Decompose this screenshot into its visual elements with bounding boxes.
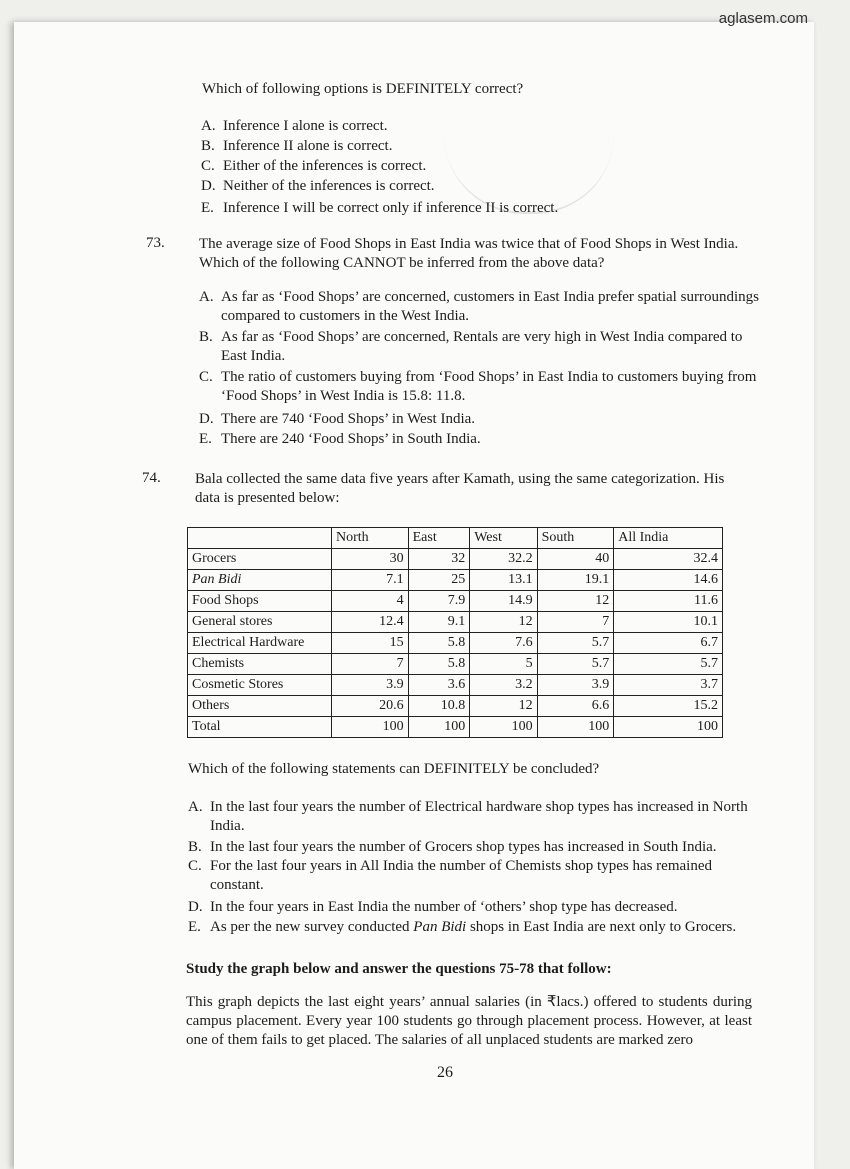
table-cell: 3.6 — [408, 675, 470, 696]
table-row — [188, 633, 723, 654]
table-row — [188, 549, 723, 570]
table-body — [188, 549, 723, 738]
table-cell: 11.6 — [614, 591, 723, 612]
table-header-cell: North — [332, 528, 409, 549]
q73-option-b: B. As far as ‘Food Shops’ are concerned, Rentals are very high in West India compared to East India. — [199, 329, 743, 364]
table-cell: 25 — [408, 570, 470, 591]
q74-number: 74. — [142, 470, 161, 486]
q73-option-d: D. There are 740 ‘Food Shops’ in West India. — [199, 411, 476, 427]
table-cell: 100 — [408, 717, 470, 738]
q73-option-e: E. There are 240 ‘Food Shops’ in South India. — [199, 431, 481, 447]
table-cell: 14.9 — [470, 591, 537, 612]
table-cell: 100 — [332, 717, 409, 738]
table-cell: 12 — [537, 591, 614, 612]
table-cell: 5.7 — [614, 654, 723, 675]
q72-option-d: D. Neither of the inferences is correct. — [201, 178, 435, 194]
table-cell: 100 — [470, 717, 537, 738]
row-label: Total — [188, 717, 332, 738]
q74-option-e: E. As per the new survey conducted Pan Bidi shops in East India are next only to Grocers. — [188, 919, 737, 935]
table-cell: 3.9 — [537, 675, 614, 696]
q74-option-a: A. In the last four years the number of Electrical hardware shop types has increased in North India. — [188, 799, 748, 834]
table-cell: 100 — [614, 717, 723, 738]
q73-stem: The average size of Food Shops in East India was twice that of Food Shops in West India. Which of the following CANNOT be inferred from the above data? — [199, 236, 739, 271]
row-label: Electrical Hardware — [188, 633, 332, 654]
table-cell: 7.6 — [470, 633, 537, 654]
table-cell: 7.1 — [332, 570, 409, 591]
table-cell: 32.4 — [614, 549, 723, 570]
table-cell: 15.2 — [614, 696, 723, 717]
q74-question: Which of the following statements can DEFINITELY be concluded? — [188, 761, 600, 777]
watermark: aglasem.com — [718, 10, 808, 27]
table-row — [188, 591, 723, 612]
q74-stem: Bala collected the same data five years after Kamath, using the same categorization. His data is presented below: — [195, 471, 725, 506]
section-paragraph: This graph depicts the last eight years’ annual salaries (in ₹lacs.) offered to students during campus placement. Every year 100 students go through placement process. However, at least one of them fails to get placed. The salaries of all unplaced students are marked zero — [186, 994, 752, 1048]
row-label: Pan Bidi — [188, 570, 332, 591]
table-cell: 10.8 — [408, 696, 470, 717]
table-cell: 7 — [537, 612, 614, 633]
table-header-cell: South — [537, 528, 614, 549]
row-label: Food Shops — [188, 591, 332, 612]
table-row — [188, 612, 723, 633]
row-label: Chemists — [188, 654, 332, 675]
q72-option-b: B. Inference II alone is correct. — [201, 138, 393, 154]
table-cell: 100 — [537, 717, 614, 738]
q72-option-e: E. Inference I will be correct only if inference II is correct. — [201, 200, 559, 216]
table-header-cell: All India — [614, 528, 723, 549]
table-cell: 15 — [332, 633, 409, 654]
table-cell: 7.9 — [408, 591, 470, 612]
table-cell: 4 — [332, 591, 409, 612]
table-cell: 5.8 — [408, 633, 470, 654]
table-cell: 5.8 — [408, 654, 470, 675]
table-cell: 12 — [470, 696, 537, 717]
table-cell: 20.6 — [332, 696, 409, 717]
q73-option-c: C. The ratio of customers buying from ‘Food Shops’ in East India to customers buying from ‘Food Shops’ in West India is 15.8: 11.8. — [199, 369, 757, 404]
table-cell: 40 — [537, 549, 614, 570]
table-cell: 5.7 — [537, 633, 614, 654]
table-cell: 32.2 — [470, 549, 537, 570]
table-header-row — [188, 528, 723, 549]
q73-option-a: A. As far as ‘Food Shops’ are concerned, customers in East India prefer spatial surroundings compared to customers in the West India. — [199, 289, 759, 324]
table-cell: 6.7 — [614, 633, 723, 654]
page-number: 26 — [437, 1064, 453, 1081]
table-cell: 32 — [408, 549, 470, 570]
table-header-cell: West — [470, 528, 537, 549]
q72-option-c: C. Either of the inferences is correct. — [201, 158, 427, 174]
table-row — [188, 696, 723, 717]
table-row — [188, 717, 723, 738]
table-header-cell — [188, 528, 332, 549]
table-cell: 3.7 — [614, 675, 723, 696]
table-cell: 30 — [332, 549, 409, 570]
table-cell: 5.7 — [537, 654, 614, 675]
q74-option-d: D. In the four years in East India the number of ‘others’ shop type has decreased. — [188, 899, 678, 915]
q72-option-a: A. Inference I alone is correct. — [201, 118, 388, 134]
table-cell: 6.6 — [537, 696, 614, 717]
table-cell: 13.1 — [470, 570, 537, 591]
table-cell: 19.1 — [537, 570, 614, 591]
row-label: Others — [188, 696, 332, 717]
table-cell: 12.4 — [332, 612, 409, 633]
table-cell: 3.2 — [470, 675, 537, 696]
row-label: General stores — [188, 612, 332, 633]
table-cell: 3.9 — [332, 675, 409, 696]
q74-option-c: C. For the last four years in All India the number of Chemists shop types has remained constant. — [188, 858, 712, 893]
table-cell: 12 — [470, 612, 537, 633]
table-row — [188, 675, 723, 696]
q73-number: 73. — [146, 235, 165, 251]
table-header-cell: East — [408, 528, 470, 549]
table-cell: 5 — [470, 654, 537, 675]
table-row — [188, 654, 723, 675]
shop-types-table — [187, 527, 723, 738]
table-cell: 14.6 — [614, 570, 723, 591]
row-label: Cosmetic Stores — [188, 675, 332, 696]
table-cell: 10.1 — [614, 612, 723, 633]
q72-stem: Which of following options is DEFINITELY correct? — [202, 81, 524, 97]
table-cell: 9.1 — [408, 612, 470, 633]
table-cell: 7 — [332, 654, 409, 675]
section-heading: Study the graph below and answer the questions 75-78 that follow: — [186, 961, 612, 977]
row-label: Grocers — [188, 549, 332, 570]
q74-option-b: B. In the last four years the number of Grocers shop types has increased in South India. — [188, 839, 717, 855]
table-row — [188, 570, 723, 591]
